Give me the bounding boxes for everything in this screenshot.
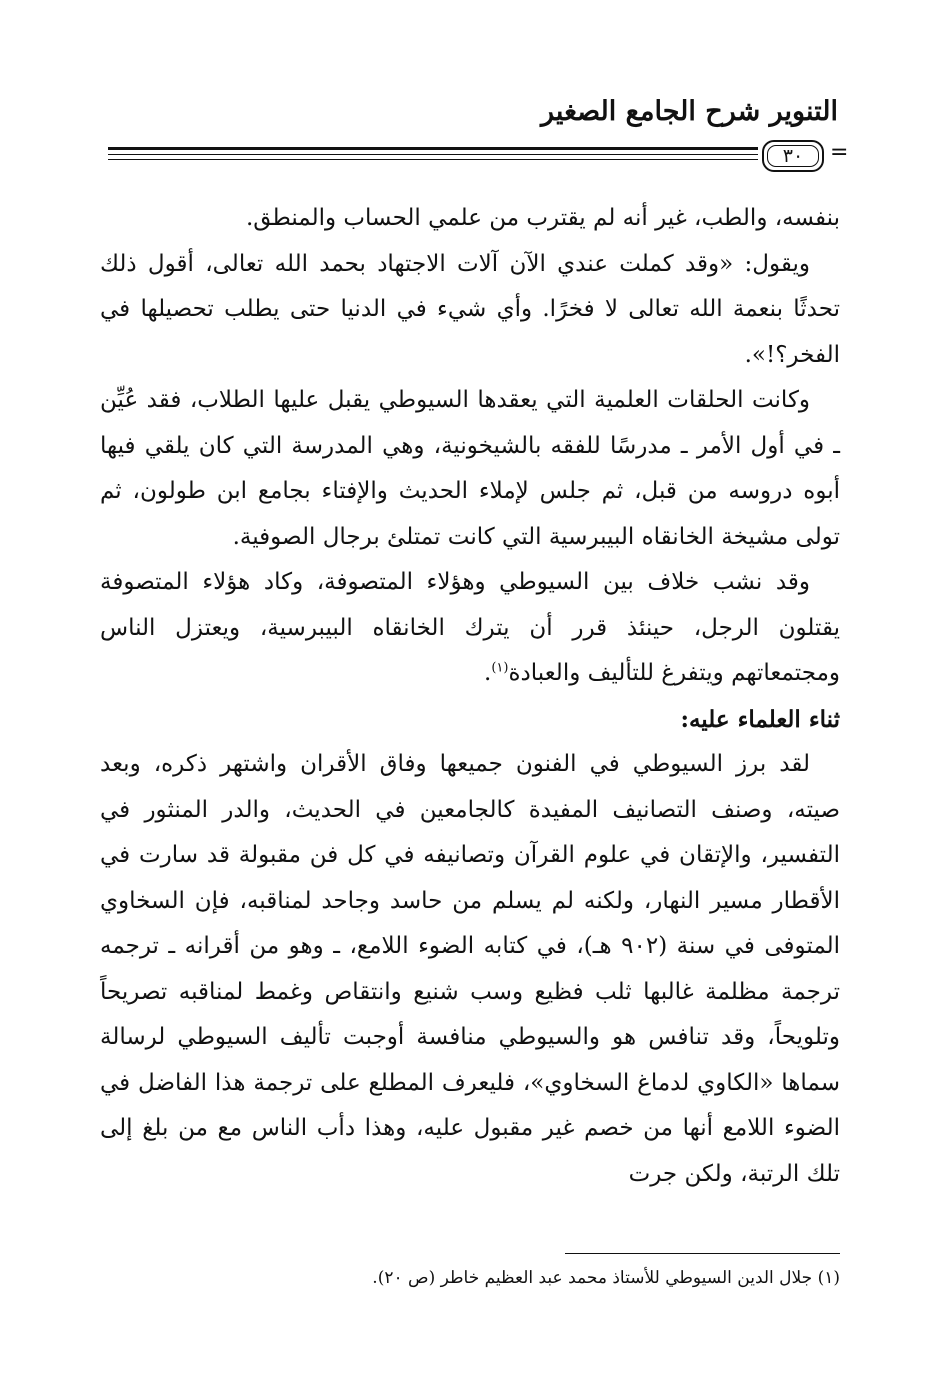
paragraph-4-text: وقد نشب خلاف بين السيوطي وهؤلاء المتصوفة، وكاد هؤلاء المتصوفة يقتلون الرجل، حينئذ قرر أن يترك الخانقاه البيبرسية، ويعتزل الناس ومجتمعاتهم ويتفرغ للتأليف والعبادة <box>100 569 840 686</box>
ornament-mark: = <box>830 140 849 165</box>
section-heading: ثناء العلماء عليه: <box>680 705 840 733</box>
page-number: ٣٠ <box>782 145 804 167</box>
page-number-frame <box>762 140 824 172</box>
header-rule-thin <box>108 154 758 155</box>
paragraph-2: ويقول: «وقد كملت عندي الآن آلات الاجتهاد بحمد الله تعالى، أقول ذلك تحدثًا بنعمة الله تعالى لا فخرًا. وأي شيء في الدنيا حتى يطلب تحصيلها في الفخر؟!». <box>100 250 840 368</box>
paragraph-5: لقد برز السيوطي في الفنون جميعها وفاق الأقران واشتهر ذكره، وبعد صيته، وصنف التصانيف المفيدة كالجامعين في الحديث، والدر المنثور في التفسير، والإتقان في علوم القرآن وتصانيفه في كل فن مقبولة قد سارت في الأقطار مسير النهار، ولكنه لم يسلم من حاسد وجاحد لمناقبه، فإن السخاوي المتوفى في سنة (٩٠٢ هـ)، في كتابه الضوء اللامع، ـ وهو من أقرانه ـ ترجمه ترجمة مظلمة غالبها ثلب فظيع وسب شنيع وانتقاص وغمط لمناقبه تصريحاً وتلويحاً، وقد تنافس هو والسيوطي منافسة أوجبت تأليف السيوطي لرسالة سماها «الكاوي لدماغ السخاوي»، فليعرف المطلع على ترجمة هذا الفاضل في الضوء اللامع أنها من خصم غير مقبول عليه، وهذا دأب الناس مع من بلغ إلى تلك الرتبة، ولكن جرت <box>100 751 841 1187</box>
footnote-ref[interactable]: (١) <box>491 660 509 676</box>
header-rule-thin-2 <box>108 159 758 160</box>
paragraph-3: وكانت الحلقات العلمية التي يعقدها السيوطي يقبل عليها الطلاب، فقد عُيِّن ـ في أول الأمر ـ مدرسًا للفقه بالشيخونية، وهي المدرسة التي كان يلقي فيها أبوه دروسه من قبل، ثم جلس لإملاء الحديث والإفتاء بجامع ابن طولون، ثم تولى مشيخة الخانقاه البيبرسية التي كانت تمتلئ برجال الصوفية. <box>100 387 840 550</box>
footnote-rule <box>565 1253 840 1254</box>
running-title: التنوير شرح الجامع الصغير <box>541 96 838 127</box>
body-text <box>100 196 840 1197</box>
paragraph-4-end: . <box>484 660 492 686</box>
footnote: (١) جلال الدين السيوطي للأستاذ محمد عبد العظيم خاطر (ص ٢٠). <box>372 1268 840 1288</box>
paragraph-4 <box>100 560 840 697</box>
paragraph-1: بنفسه، والطب، غير أنه لم يقترب من علمي الحساب والمنطق. <box>245 205 840 231</box>
header-rule-thick <box>108 147 758 150</box>
